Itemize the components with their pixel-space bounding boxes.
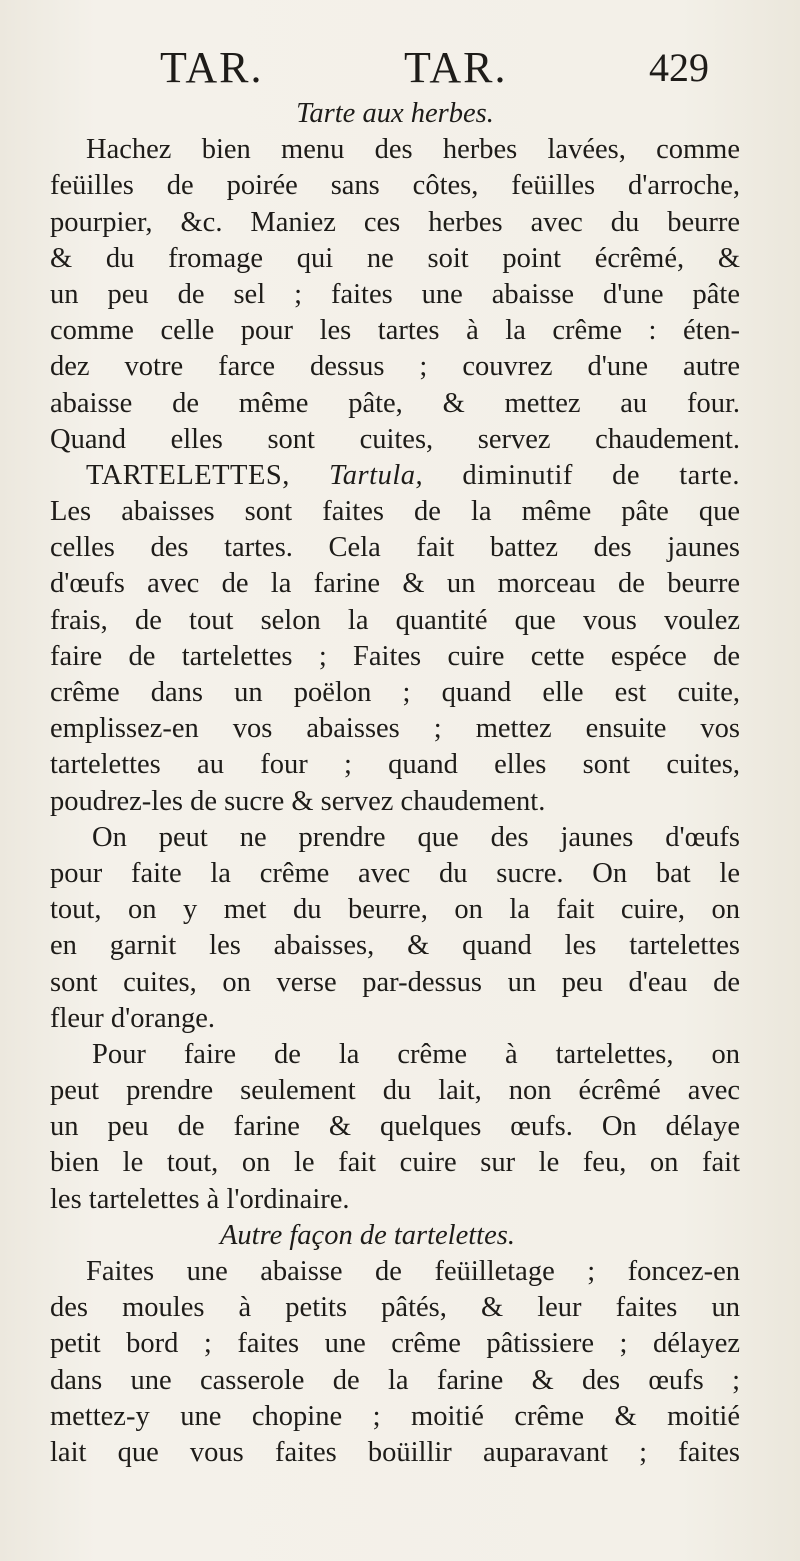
text-line: Pour faire de la crême à tartelettes, on — [92, 1038, 740, 1070]
page-number: 429 — [649, 45, 709, 90]
text-line: dez votre farce dessus ; couvrez d'une autre — [50, 351, 740, 383]
section-title-autre-facon: Autre façon de tartelettes. — [220, 1219, 515, 1251]
text-line: tartelettes au four ; quand elles sont cuites, — [50, 749, 740, 781]
text-line: un peu de sel ; faites une abaisse d'une pâte — [50, 278, 740, 310]
text-line: & du fromage qui ne soit point écrêmé, & — [50, 242, 740, 274]
text-line: crême dans un poëlon ; quand elle est cuite, — [50, 677, 740, 708]
running-head-left: TAR. — [160, 43, 264, 92]
text-line: frais, de tout selon la quantité que vous voulez — [50, 604, 740, 636]
text-line: des moules à petits pâtés, & leur faites un — [50, 1292, 740, 1324]
text-line: faire de tartelettes ; Faites cuire cette espéce de — [50, 640, 740, 672]
text-line: en garnit les abaisses, & quand les tartelettes — [50, 930, 740, 962]
text-line: Hachez bien menu des herbes lavées, comme — [86, 134, 740, 166]
text-line: celles des tartes. Cela fait battez des jaunes — [50, 532, 740, 564]
text-line: mettez-y une chopine ; moitié crême & moitié — [50, 1400, 740, 1432]
text-line: sont cuites, on verse par-dessus un peu d'eau de — [50, 966, 740, 998]
text-line: Les abaisses sont faites de la même pâte que — [50, 496, 740, 528]
body-text — [50, 96, 740, 1471]
text-line: feüilles de poirée sans côtes, feüilles d'arroche, — [50, 170, 740, 202]
entry-headword: TARTELETTES, — [86, 459, 290, 491]
section-title-tarte-aux-herbes: Tarte aux herbes. — [296, 98, 494, 129]
entry-line-tartelettes — [50, 458, 740, 494]
text-line: fleur d'orange. — [50, 1002, 215, 1034]
text-line: Faites une abaisse de feüilletage ; foncez-en — [86, 1256, 740, 1287]
text-line: Quand elles sont cuites, servez chaudement. — [50, 423, 740, 455]
text-line: abaisse de même pâte, & mettez au four. — [50, 387, 740, 419]
latin-term: Tartula, — [329, 459, 424, 491]
text-line: pourpier, &c. Maniez ces herbes avec du beurre — [50, 206, 740, 238]
text-line: emplissez-en vos abaisses ; mettez ensuite vos — [50, 713, 740, 745]
text-line: dans une casserole de la farine & des œufs ; — [50, 1364, 740, 1396]
entry-definition: diminutif de tarte. — [462, 459, 741, 491]
text-line: On peut ne prendre que des jaunes d'œufs — [92, 821, 740, 853]
text-line: un peu de farine & quelques œufs. On délaye — [50, 1111, 740, 1143]
text-line: comme celle pour les tartes à la crême : éten- — [50, 315, 740, 347]
running-header — [0, 40, 800, 96]
text-line: pour faite la crême avec du sucre. On bat le — [50, 857, 740, 889]
text-line: d'œufs avec de la farine & un morceau de beurre — [50, 568, 740, 600]
text-line: poudrez-les de sucre & servez chaudement. — [50, 785, 546, 817]
text-line: les tartelettes à l'ordinaire. — [50, 1183, 350, 1215]
text-line: tout, on y met du beurre, on la fait cuire, on — [50, 894, 740, 926]
running-head-right: TAR. — [404, 43, 508, 92]
text-line: bien le tout, on le fait cuire sur le feu, on fait — [50, 1147, 740, 1179]
text-line: peut prendre seulement du lait, non écrêmé avec — [50, 1075, 740, 1107]
text-line: lait que vous faites boüillir auparavant ; faites — [50, 1436, 740, 1468]
text-line: petit bord ; faites une crême pâtissiere ; délayez — [50, 1328, 740, 1360]
